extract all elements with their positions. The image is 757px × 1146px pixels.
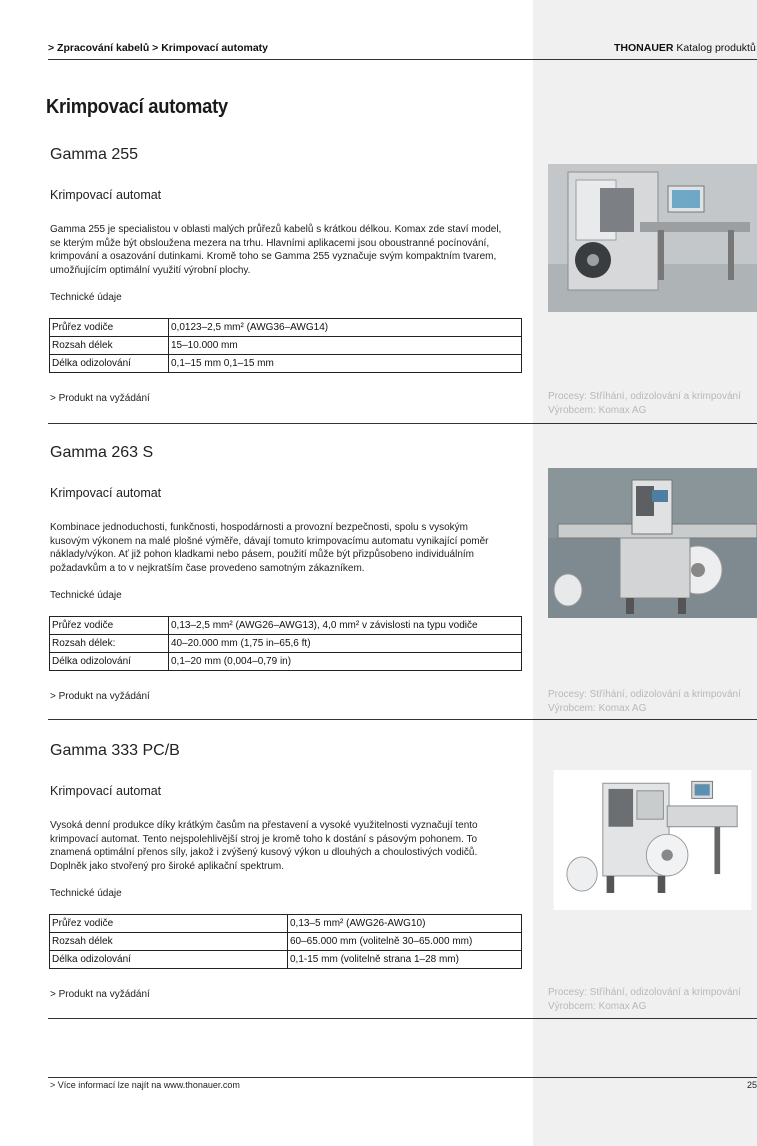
spec-label: Délka odizolování (50, 355, 169, 373)
table-row (50, 617, 522, 635)
tech-label: Technické údaje (50, 292, 122, 303)
spec-label: Délka odizolování (50, 653, 169, 671)
product-request-link[interactable]: > Produkt na vyžádání (50, 393, 150, 404)
spec-value: 0,1–20 mm (0,004–0,79 in) (169, 653, 522, 671)
product-name: Gamma 263 S (50, 444, 154, 461)
table-row (50, 319, 522, 337)
table-row (50, 915, 522, 933)
spec-value: 0,13–2,5 mm² (AWG26–AWG13), 4,0 mm² v závislosti na typu vodiče (169, 617, 522, 635)
brand-name: THONAUER (614, 42, 674, 54)
section-divider (48, 1018, 757, 1019)
processes-text: Procesy: Stříhání, odizolování a krimpování (548, 987, 741, 998)
spec-table (49, 616, 522, 671)
spec-value: 15–10.000 mm (169, 337, 522, 355)
catalog-label: Katalog produktů (676, 42, 756, 54)
product-description: Vysoká denní produkce díky krátkým časům na přestavení a vysoké využitelnosti vyznačují tento krimpovací automat. Tento nejspolehlivější stroj je kromě toho k dostání s pásovým pohonem. To znamená optimální přenos síly, jakož i zvýšený kusový výkon u dlouhých a choulostivých vodičů. Doplněk jako stvořený pro široké aplikační spektrum. (50, 820, 478, 872)
spec-label: Průřez vodiče (50, 617, 169, 635)
processes-text: Procesy: Stříhání, odizolování a krimpování (548, 689, 741, 700)
manufacturer-text: Výrobcem: Komax AG (548, 1001, 647, 1012)
manufacturer-text: Výrobcem: Komax AG (548, 405, 647, 416)
section-divider (48, 719, 757, 720)
spec-label: Délka odizolování (50, 951, 288, 969)
table-row (50, 951, 522, 969)
machine-photo (548, 164, 757, 312)
product-subtitle: Krimpovací automat (50, 784, 162, 798)
product-meta (548, 986, 741, 1014)
spec-value: 0,1–15 mm 0,1–15 mm (169, 355, 522, 373)
product-name: Gamma 255 (50, 146, 139, 163)
product-meta (548, 688, 741, 716)
spec-table (49, 318, 522, 373)
catalog-header (614, 42, 756, 54)
spec-value: 0,1-15 mm (volitelně strana 1–28 mm) (288, 951, 522, 969)
footer-divider (48, 1077, 757, 1078)
product-subtitle: Krimpovací automat (50, 188, 162, 202)
spec-label: Rozsah délek: (50, 635, 169, 653)
spec-label: Průřez vodiče (50, 319, 169, 337)
table-row (50, 355, 522, 373)
table-row (50, 635, 522, 653)
spec-value: 60–65.000 mm (volitelně 30–65.000 mm) (288, 933, 522, 951)
section-divider (48, 423, 757, 424)
breadcrumb[interactable]: > Zpracování kabelů > Krimpovací automaty (48, 42, 268, 54)
spec-label: Rozsah délek (50, 933, 288, 951)
page-title: Krimpovací automaty (46, 96, 228, 118)
product-subtitle: Krimpovací automat (50, 486, 162, 500)
spec-label: Rozsah délek (50, 337, 169, 355)
footer-more-info-link[interactable]: > Více informací lze najít na www.thonauer.com (50, 1080, 240, 1090)
product-name: Gamma 333 PC/B (50, 742, 180, 759)
header-divider (48, 59, 757, 60)
table-row (50, 653, 522, 671)
tech-label: Technické údaje (50, 888, 122, 899)
table-row (50, 933, 522, 951)
product-meta (548, 390, 741, 418)
product-description: Kombinace jednoduchosti, funkčnosti, hospodárnosti a provozní bezpečnosti, spolu s vysokým kusovým výkonem na malé plošné výměře, dávají tomuto krimpovacímu automatu vynikající poměr náklady/výkon. Ať již pohon kladkami nebo pásem, použití může být přizpůsobeno individuálním požadavkům a to v nejkratším čase provedeno samotným zákazníkem. (50, 522, 489, 574)
spec-value: 0,0123–2,5 mm² (AWG36–AWG14) (169, 319, 522, 337)
spec-value: 0,13–5 mm² (AWG26-AWG10) (288, 915, 522, 933)
product-description: Gamma 255 je specialistou v oblasti malých průřezů kabelů s krátkou délkou. Komax zde staví model, se kterým může být obsloužena mezera na trhu. Hlavními aplikacemi jsou oboustranné pocínování, krimpování a osazování dutinkami. Kromě toho se Gamma 255 vyznačuje svým kompaktním tvarem, umožňujícím optimální využití výrobní plochy. (50, 224, 502, 276)
tech-label: Technické údaje (50, 590, 122, 601)
product-request-link[interactable]: > Produkt na vyžádání (50, 989, 150, 1000)
spec-table (49, 914, 522, 969)
manufacturer-text: Výrobcem: Komax AG (548, 703, 647, 714)
processes-text: Procesy: Stříhání, odizolování a krimpování (548, 391, 741, 402)
machine-photo (548, 466, 757, 618)
table-row (50, 337, 522, 355)
spec-value: 40–20.000 mm (1,75 in–65,6 ft) (169, 635, 522, 653)
machine-photo (548, 770, 757, 910)
product-request-link[interactable]: > Produkt na vyžádání (50, 691, 150, 702)
page-number: 25 (746, 1080, 757, 1090)
spec-label: Průřez vodiče (50, 915, 288, 933)
